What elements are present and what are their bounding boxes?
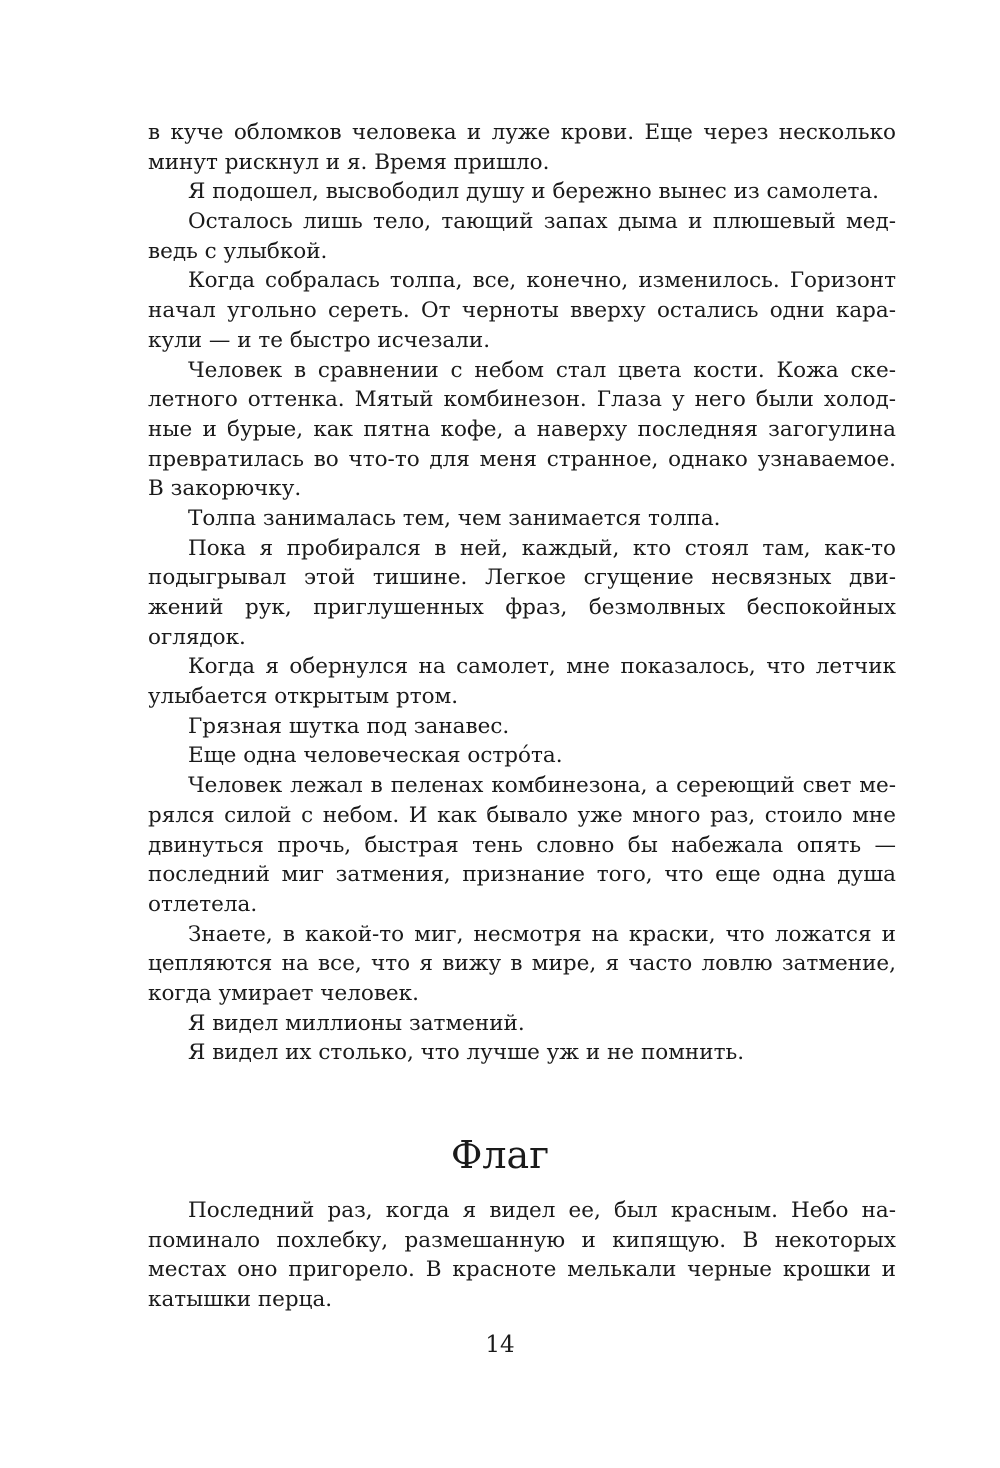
text-line: рялся силой с небом. И как бывало уже много раз, стоило мне xyxy=(148,802,896,828)
body-text xyxy=(148,118,896,1068)
text-line: Грязная шутка под занавес. xyxy=(188,713,510,739)
text-line: местах оно пригорело. В красноте мелькали черные крошки и xyxy=(148,1257,896,1283)
text-line: Когда я обернулся на самолет, мне показалось, что летчик xyxy=(188,654,896,680)
text-line: подыгрывал этой тишине. Легкое сгущение несвязных дви- xyxy=(148,565,896,591)
text-line: Последний раз, когда я видел ее, был красным. Небо на- xyxy=(188,1198,896,1223)
text-line: Человек в сравнении с небом стал цвета кости. Кожа ске- xyxy=(188,357,896,383)
text-line: Толпа занималась тем, чем занимается толпа. xyxy=(188,505,721,531)
page-number: 14 xyxy=(485,1332,515,1358)
text-line: превратилась во что-то для меня странное, однако узнаваемое. xyxy=(148,446,896,472)
text-line: кули — и те быстро исчезали. xyxy=(148,327,491,353)
text-line: Я видел их столько, что лучше уж и не помнить. xyxy=(188,1040,745,1066)
text-line: Когда собралась толпа, все, конечно, изменилось. Горизонт xyxy=(188,268,896,294)
text-line: ведь с улыбкой. xyxy=(148,238,328,264)
text-line: Знаете, в какой-то миг, несмотря на краски, что ложатся и xyxy=(188,921,896,947)
text-line: улыбается открытым ртом. xyxy=(148,684,459,710)
text-line: в куче обломков человека и луже крови. Еще через несколько xyxy=(148,120,896,145)
text-line: последний миг затмения, признание того, что еще одна душа xyxy=(148,862,896,888)
text-line: Я видел миллионы затмений. xyxy=(188,1010,525,1036)
text-line: начал угольно сереть. От черноты вверху остались одни кара- xyxy=(148,298,896,324)
text-line: Человек лежал в пеленах комбинезона, а сереющий свет ме- xyxy=(188,773,896,799)
text-line: оглядок. xyxy=(148,624,246,650)
text-line: цепляются на все, что я вижу в мире, я часто ловлю затмение, xyxy=(148,951,896,977)
text-line: Осталось лишь тело, тающий запах дыма и плюшевый мед- xyxy=(188,209,896,235)
chapter-text xyxy=(148,1196,896,1315)
text-line: жений рук, приглушенных фраз, безмолвных беспокойных xyxy=(148,595,896,620)
text-line: поминало похлебку, размешанную и кипящую. В некоторых xyxy=(148,1227,896,1253)
chapter-heading: Флаг xyxy=(450,1133,550,1177)
text-line: Я подошел, высвободил душу и бережно вынес из самолета. xyxy=(188,179,880,205)
text-line: ные и бурые, как пятна кофе, а наверху последняя загогулина xyxy=(148,416,896,442)
text-line: двинуться прочь, быстрая тень словно бы набежала опять — xyxy=(148,832,896,858)
text-line: когда умирает человек. xyxy=(148,980,419,1006)
text-line: В закорючку. xyxy=(148,476,302,502)
text-line: Пока я пробирался в ней, каждый, кто стоял там, как-то xyxy=(188,535,896,561)
text-line: отлетела. xyxy=(148,891,258,917)
text-line: минут рискнул и я. Время пришло. xyxy=(148,149,550,175)
text-line: летного оттенка. Мятый комбинезон. Глаза у него были холод- xyxy=(148,387,896,413)
text-line: катышки перца. xyxy=(148,1287,333,1313)
text-line: Еще одна человеческая остро́та. xyxy=(188,743,563,769)
